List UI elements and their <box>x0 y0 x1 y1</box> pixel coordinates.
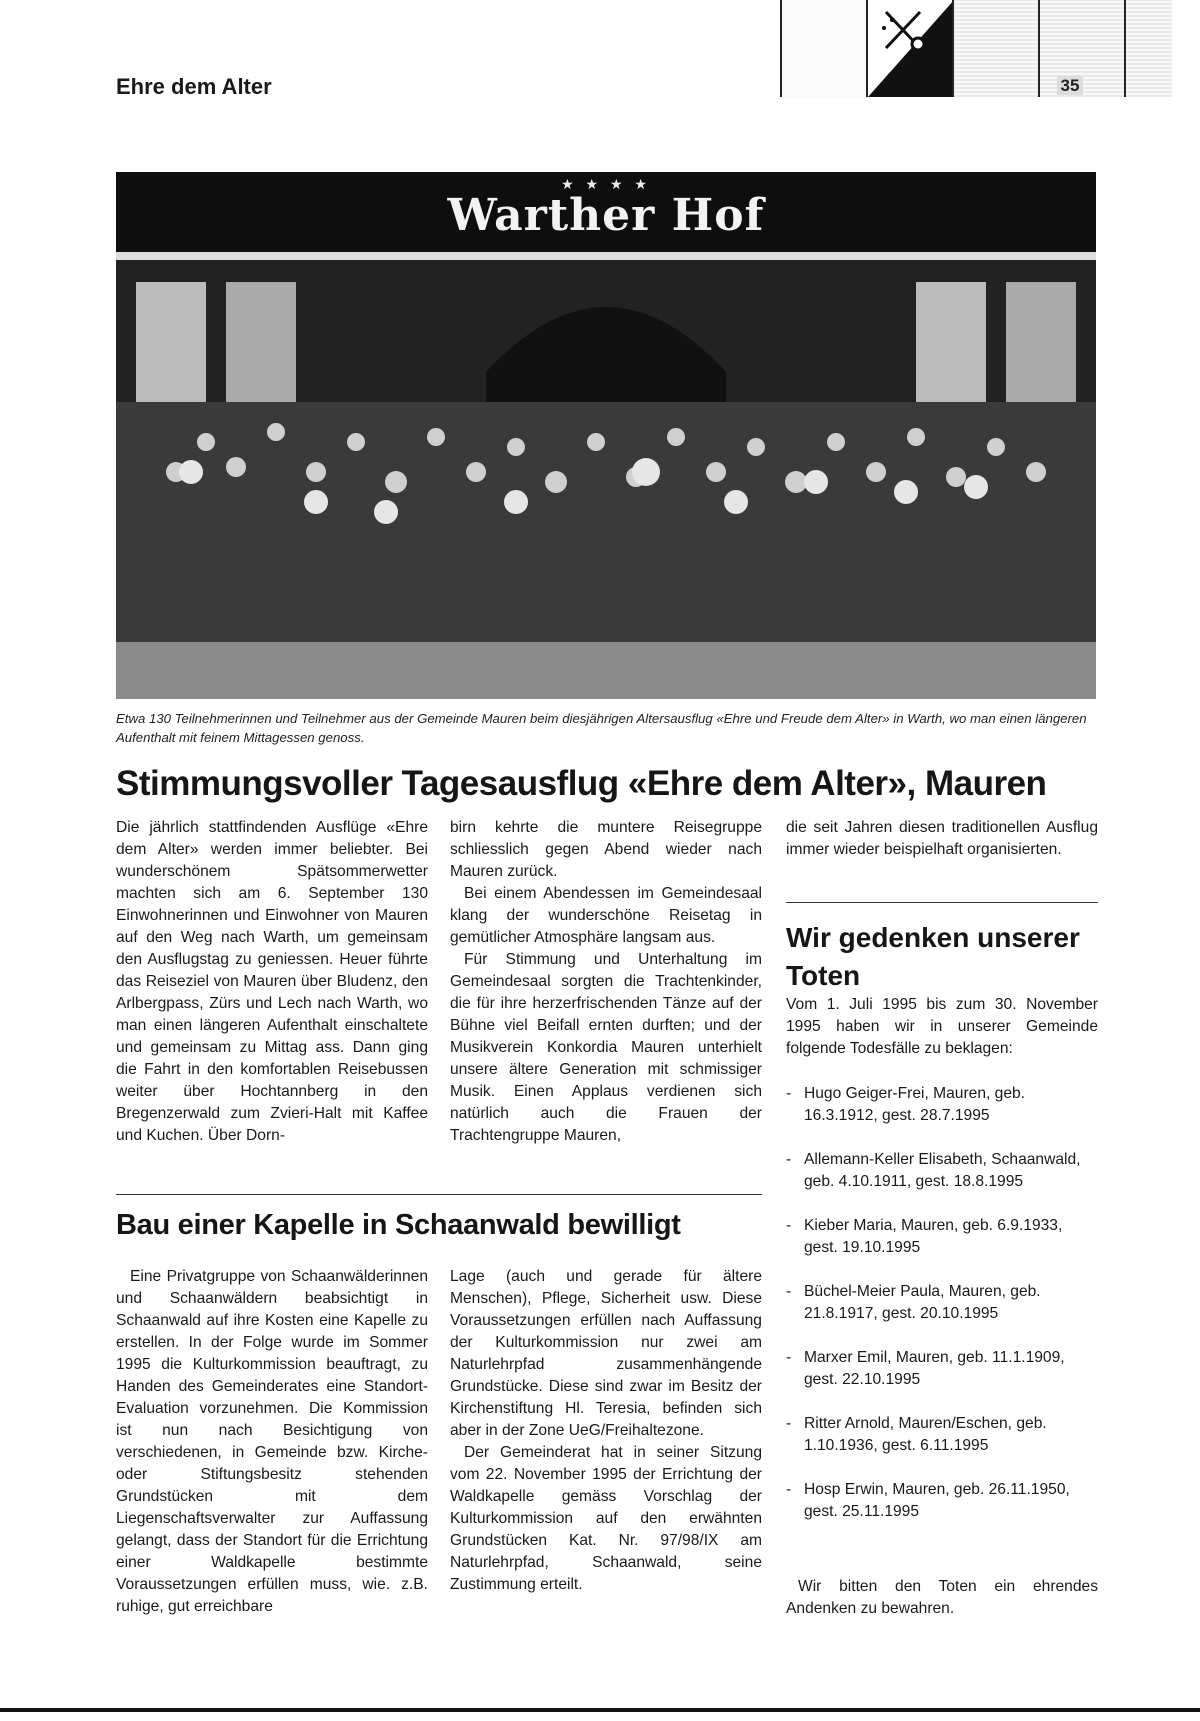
header-tab-grid <box>780 0 1170 97</box>
coat-of-arms-icon <box>866 0 954 97</box>
paragraph: Eine Privatgruppe von Schaanwälderinnen und Schaanwäldern beabsichtigt in Schaanwald auf ihre Kosten eine Kapelle zu erstellen. In der Folge wurde im Sommer 1995 die Kulturkommission beauftragt, zu Handen des Gemeinderates eine Standort-Evaluation vorzunehmen. Die Kommission ist nun nach Besichtigung von verschiedenen, in Gemeinde bzw. Kirche- oder Stiftungsbesitz stehenden Grundstücken mit dem Liegenschaftsverwalter zur Auffassung gelangt, dass der Standort für die Errichtung einer Waldkapelle bestimmte Voraussetzungen erfüllen muss, wie. z.B. ruhige, gut erreichbare <box>116 1268 428 1615</box>
list-item: - Hosp Erwin, Mauren, geb. 26.11.1950, gest. 25.11.1995 <box>786 1481 1070 1520</box>
hotel-sign: Warther Hof <box>447 190 765 241</box>
divider <box>116 1194 762 1195</box>
page-number: 35 <box>1040 76 1100 96</box>
page-bottom-rule <box>0 1708 1200 1712</box>
list-item: - Hugo Geiger-Frei, Mauren, geb. 16.3.1912, gest. 28.7.1995 <box>786 1085 1026 1124</box>
article-column-1 <box>116 817 428 1147</box>
paragraph: Die jährlich stattfindenden Ausflüge «Ehre dem Alter» werden immer beliebter. Bei wunderschönem Spätsommerwetter machten sich am 6. September 130 Einwohnerinnen und Einwohner von Mauren auf den Weg nach Warth, um gemeinsam den Ausflugstag zu geniessen. Heuer führte das Reiseziel von Mauren über Bludenz, den Arlbergpass, Zürs und Lech nach Warth, wo man einen längeren Aufenthalt einschaltete und gemeinsam zu Mittag ass. Dann ging die Fahrt in den komfortablen Reisebussen weiter über Hochtannberg in den Bregenzerwald zum Zvieri-Halt mit Kaffee und Kuchen. Über Dorn- <box>116 819 428 1144</box>
group-photo <box>116 172 1096 699</box>
paragraph: Für Stimmung und Unterhaltung im Gemeindesaal sorgten die Trachtenkinder, die für ihre herzerfrischenden Tänze auf der Bühne viel Beifall ernten durften; und der Musikverein Konkordia Mauren unterhielt unsere ältere Generation mit schmissiger Musik. Einen Applaus verdienen sich natürlich auch die Frauen der Trachtengruppe Mauren, <box>450 951 762 1144</box>
list-item: - Ritter Arnold, Mauren/Eschen, geb. 1.10.1936, gest. 6.11.1995 <box>786 1415 1047 1454</box>
article-headline: Stimmungsvoller Tagesausflug «Ehre dem Alter», Mauren <box>116 764 1047 803</box>
list-item: - Allemann-Keller Elisabeth, Schaanwald, geb. 4.10.1911, gest. 18.8.1995 <box>786 1151 1081 1190</box>
paragraph: Bei einem Abendessen im Gemeindesaal klang der wunderschöne Reisetag in gemütlicher Atmosphäre langsam aus. <box>450 885 762 946</box>
paragraph: Lage (auch und gerade für ältere Menschen), Pflege, Sicherheit usw. Diese Voraussetzungen erfüllen nach Auffassung der Kulturkommission nur zwei am Naturlehrpfad zusammenhängende Grundstücke. Diese sind zwar im Besitz der Kirchenstiftung Hl. Teresia, befinden sich aber in der Zone UeG/Freihaltezone. <box>450 1268 762 1439</box>
obituary-list <box>786 1083 1096 1545</box>
article-column-2 <box>450 1266 762 1596</box>
list-item: - Marxer Emil, Mauren, geb. 11.1.1909, gest. 22.10.1995 <box>786 1349 1065 1388</box>
article-headline: Bau einer Kapelle in Schaanwald bewilligt <box>116 1209 681 1241</box>
obituary-intro: Vom 1. Juli 1995 bis zum 30. November 1995 haben wir in unserer Gemeinde folgende Todesfälle zu beklagen: <box>786 996 1098 1057</box>
obituary-closing: Wir bitten den Toten ein ehrendes Andenken zu bewahren. <box>786 1578 1098 1617</box>
obituary-headline: Wir gedenken unserer Toten <box>786 922 1080 991</box>
article-column-1 <box>116 1266 428 1618</box>
photo-caption: Etwa 130 Teilnehmerinnen und Teilnehmer aus der Gemeinde Mauren beim diesjährigen Altersausflug «Ehre und Freude dem Alter» in Warth, wo man einen längeren Aufenthalt mit feinem Mittagessen genoss. <box>116 711 1087 745</box>
article-column-2 <box>450 817 762 1147</box>
section-title: Ehre dem Alter <box>116 74 272 99</box>
list-item: - Kieber Maria, Mauren, geb. 6.9.1933, gest. 19.10.1995 <box>786 1217 1063 1256</box>
divider <box>786 902 1098 903</box>
paragraph: Der Gemeinderat hat in seiner Sitzung vom 22. November 1995 der Errichtung der Waldkapelle gemäss Vorschlag der Kulturkommission auf den erwähnten Grundstücken Kat. Nr. 97/98/IX am Naturlehrpfad, Schaanwald, seine Zustimmung erteilt. <box>450 1444 762 1593</box>
list-item: - Büchel-Meier Paula, Mauren, geb. 21.8.1917, gest. 20.10.1995 <box>786 1283 1041 1322</box>
article-column-3: die seit Jahren diesen traditionellen Ausflug immer wieder beispielhaft organisierten. <box>786 819 1098 858</box>
sign-stars: ★ ★ ★ ★ <box>561 176 651 192</box>
paragraph: birn kehrte die muntere Reisegruppe schliesslich gegen Abend wieder nach Mauren zurück. <box>450 819 762 880</box>
